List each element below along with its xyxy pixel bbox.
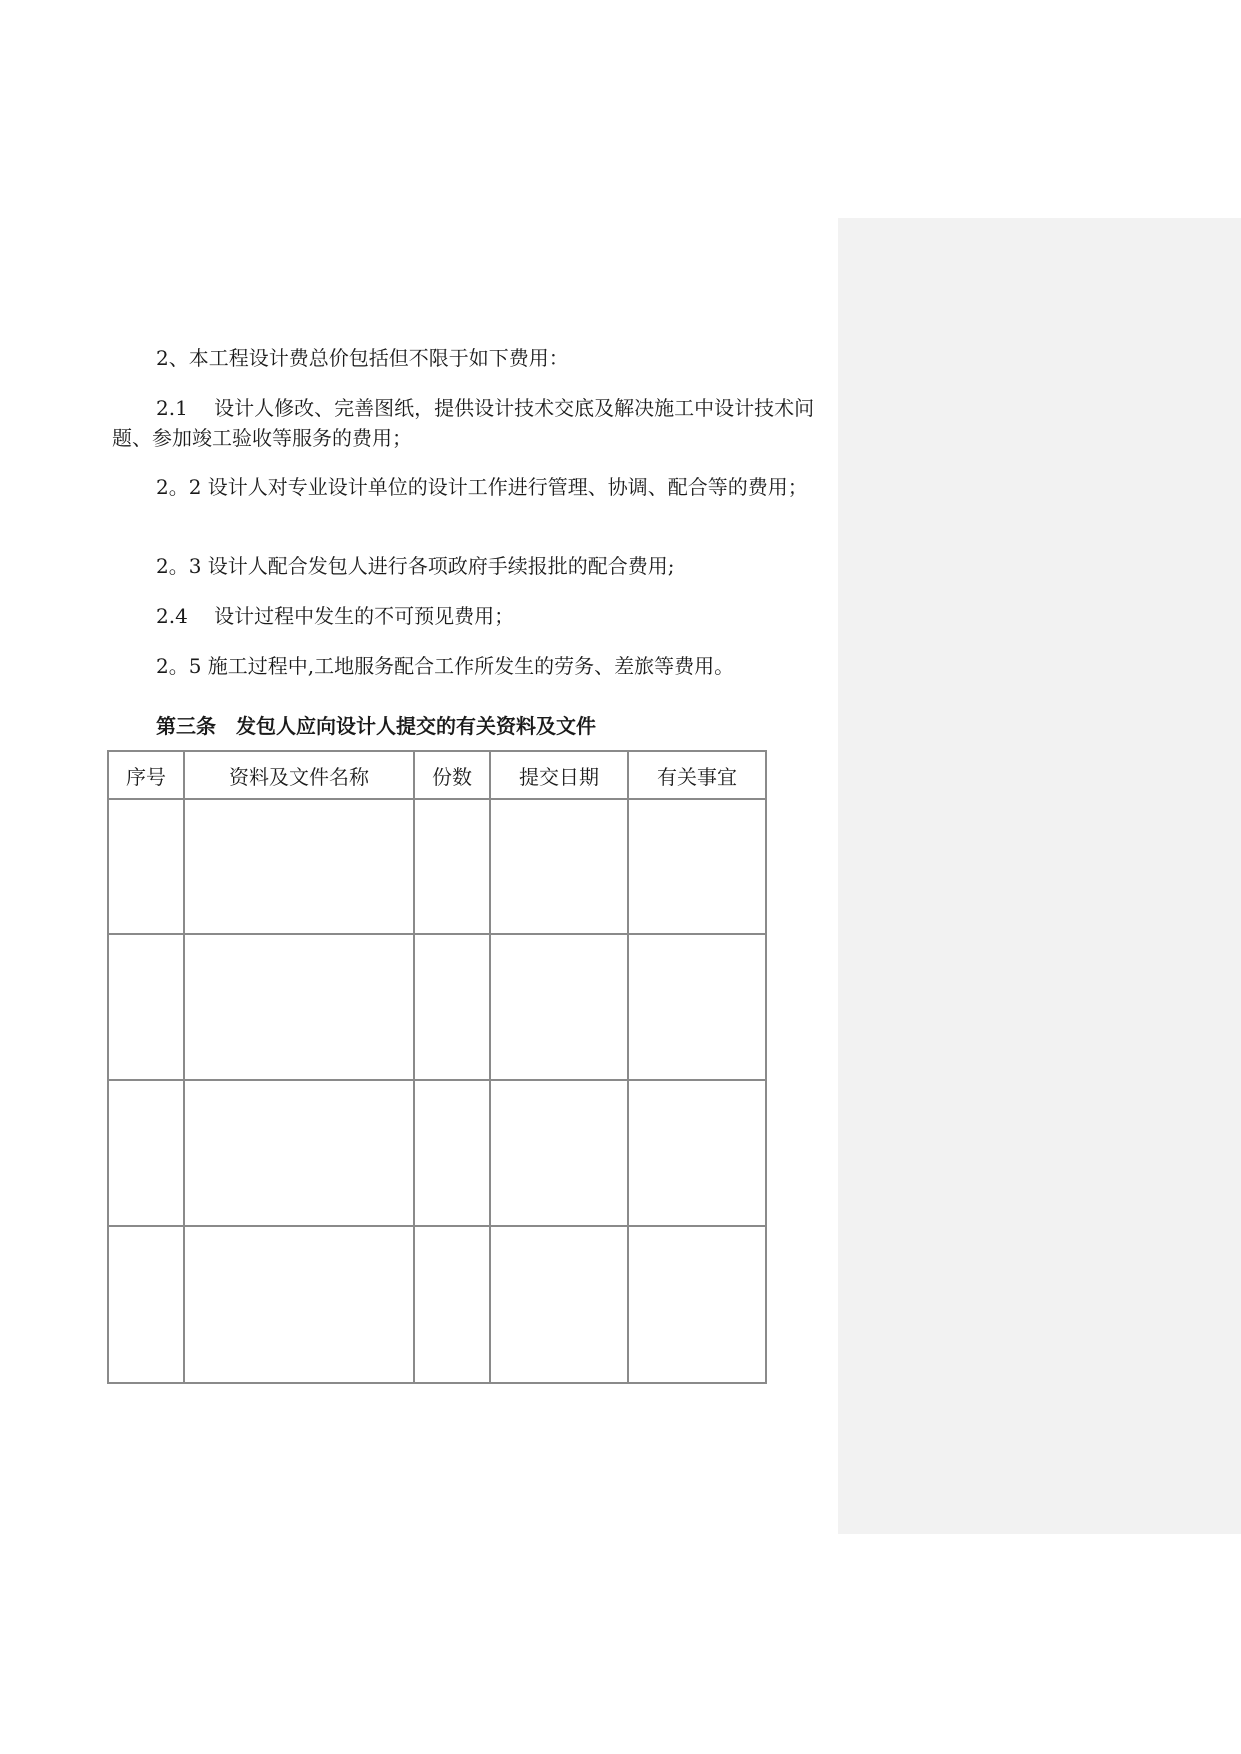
table-cell xyxy=(628,799,766,934)
table-cell xyxy=(490,1226,628,1383)
table-cell xyxy=(414,1080,490,1226)
table-cell xyxy=(108,934,184,1080)
documents-table xyxy=(107,750,767,1384)
header-document-name: 资料及文件名称 xyxy=(184,751,414,799)
table-cell xyxy=(490,799,628,934)
section-heading: 第三条 发包人应向设计人提交的有关资料及文件 xyxy=(156,714,596,738)
paragraph-2-5: 2。5 施工过程中,工地服务配合工作所发生的劳务、差旅等费用。 xyxy=(156,654,735,678)
table-row xyxy=(108,799,766,934)
paragraph-2-2: 2。2 设计人对专业设计单位的设计工作进行管理、协调、配合等的费用； xyxy=(156,475,808,499)
table-cell xyxy=(490,934,628,1080)
table-cell xyxy=(628,934,766,1080)
table-cell xyxy=(490,1080,628,1226)
table-cell xyxy=(184,799,414,934)
table-cell xyxy=(414,799,490,934)
table-cell xyxy=(414,934,490,1080)
header-submit-date: 提交日期 xyxy=(490,751,628,799)
table-cell xyxy=(108,1080,184,1226)
table-cell xyxy=(628,1080,766,1226)
table-row xyxy=(108,934,766,1080)
table-row xyxy=(108,1226,766,1383)
table-cell xyxy=(414,1226,490,1383)
table-cell xyxy=(184,934,414,1080)
table-cell xyxy=(108,1226,184,1383)
table-cell xyxy=(184,1226,414,1383)
paragraph-2-1: 2.1 设计人修改、完善图纸，提供设计技术交底及解决施工中设计技术问题、参加竣工验收等服务的费用； xyxy=(112,396,815,450)
table-cell xyxy=(628,1226,766,1383)
header-related-matters: 有关事宜 xyxy=(628,751,766,799)
paragraph-fee-scope: 2、本工程设计费总价包括但不限于如下费用： xyxy=(156,346,569,370)
paragraph-2-3: 2。3 设计人配合发包人进行各项政府手续报批的配合费用; xyxy=(156,554,675,578)
paragraph-2-4: 2.4 设计过程中发生的不可预见费用； xyxy=(156,604,515,628)
comment-sidebar xyxy=(838,218,1241,1534)
table-row xyxy=(108,1080,766,1226)
table-header-row xyxy=(108,751,766,799)
table-cell xyxy=(108,799,184,934)
table-cell xyxy=(184,1080,414,1226)
header-copies: 份数 xyxy=(414,751,490,799)
header-serial-number: 序号 xyxy=(108,751,184,799)
